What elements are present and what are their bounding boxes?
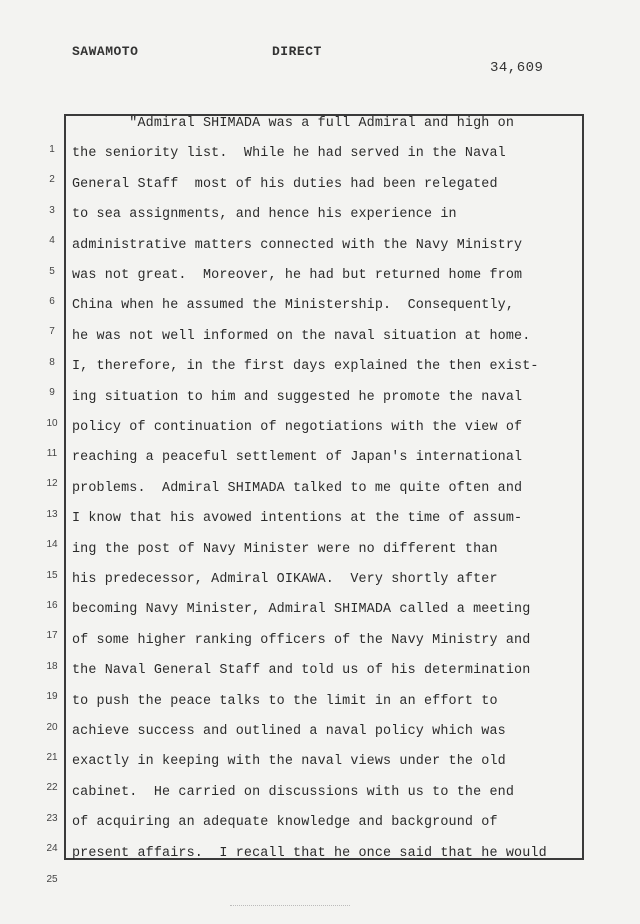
line-number: 8 [49,356,55,368]
transcript-line: exactly in keeping with the naval views under the old [72,754,506,770]
line-number: 7 [49,326,55,338]
line-number: 23 [46,812,58,824]
transcript-line: "Admiral SHIMADA was a full Admiral and high on [72,116,515,131]
line-number: 16 [46,600,58,611]
line-number: 20 [46,721,58,733]
line-number: 5 [49,265,55,277]
line-number: 18 [46,660,58,672]
transcript-line: ing situation to him and suggested he promote the naval [72,389,523,405]
transcript-line: the Naval General Staff and told us of his determination [72,663,531,679]
line-number: 6 [49,296,55,307]
transcript-line: ing the post of Navy Minister were no different than [72,541,498,557]
line-number: 4 [49,235,55,247]
line-number: 22 [46,782,58,794]
transcript-line: I, therefore, in the first days explained the then exist- [72,359,539,375]
line-number: 14 [46,539,58,551]
line-number: 12 [46,478,58,490]
transcript-line: was not great. Moreover, he had but returned home from [72,268,523,283]
transcript-line: policy of continuation of negotiations with the view of [72,420,523,435]
transcript-line: reaching a peaceful settlement of Japan's international [72,450,523,466]
line-number: 11 [46,448,58,459]
line-number: 21 [46,752,58,763]
transcript-line: cabinet. He carried on discussions with us to the end [72,784,515,800]
page-number: 34,609 [490,60,544,76]
transcript-line: achieve success and outlined a naval policy which was [72,724,506,739]
transcript-line: of acquiring an adequate knowledge and background of [72,815,498,831]
footer-mark [230,905,350,912]
transcript-line: he was not well informed on the naval situation at home. [72,328,531,344]
transcript-line: to sea assignments, and hence his experience in [72,207,457,223]
transcript-line: I know that his avowed intentions at the time of assum- [72,511,523,527]
transcript-line: the seniority list. While he had served in the Naval [72,146,506,162]
transcript-line: present affairs. I recall that he once said that he would [72,845,547,861]
witness-name: SAWAMOTO [72,44,139,59]
examination-type: DIRECT [272,44,322,59]
line-number: 19 [46,691,58,703]
transcript-line: to push the peace talks to the limit in an effort to [72,693,498,709]
transcript-line: his predecessor, Admiral OIKAWA. Very shortly after [72,572,498,587]
line-number: 3 [49,204,55,216]
line-number: 10 [46,417,58,429]
transcript-line: of some higher ranking officers of the Navy Ministry and [72,632,531,648]
line-number: 15 [46,569,58,581]
transcript-line: China when he assumed the Ministership. Consequently, [72,298,515,314]
transcript-line: problems. Admiral SHIMADA talked to me quite often and [72,480,523,496]
transcript-line: General Staff most of his duties had been relegated [72,176,498,192]
transcript-line: becoming Navy Minister, Admiral SHIMADA called a meeting [72,602,531,618]
line-number: 9 [49,387,55,399]
line-number: 1 [49,144,55,155]
line-number: 25 [46,873,58,885]
line-number: 2 [49,174,55,186]
transcript-line: administrative matters connected with the Navy Ministry [72,237,523,253]
line-number: 24 [46,843,58,855]
line-number: 17 [46,630,58,642]
line-number: 13 [46,508,58,520]
